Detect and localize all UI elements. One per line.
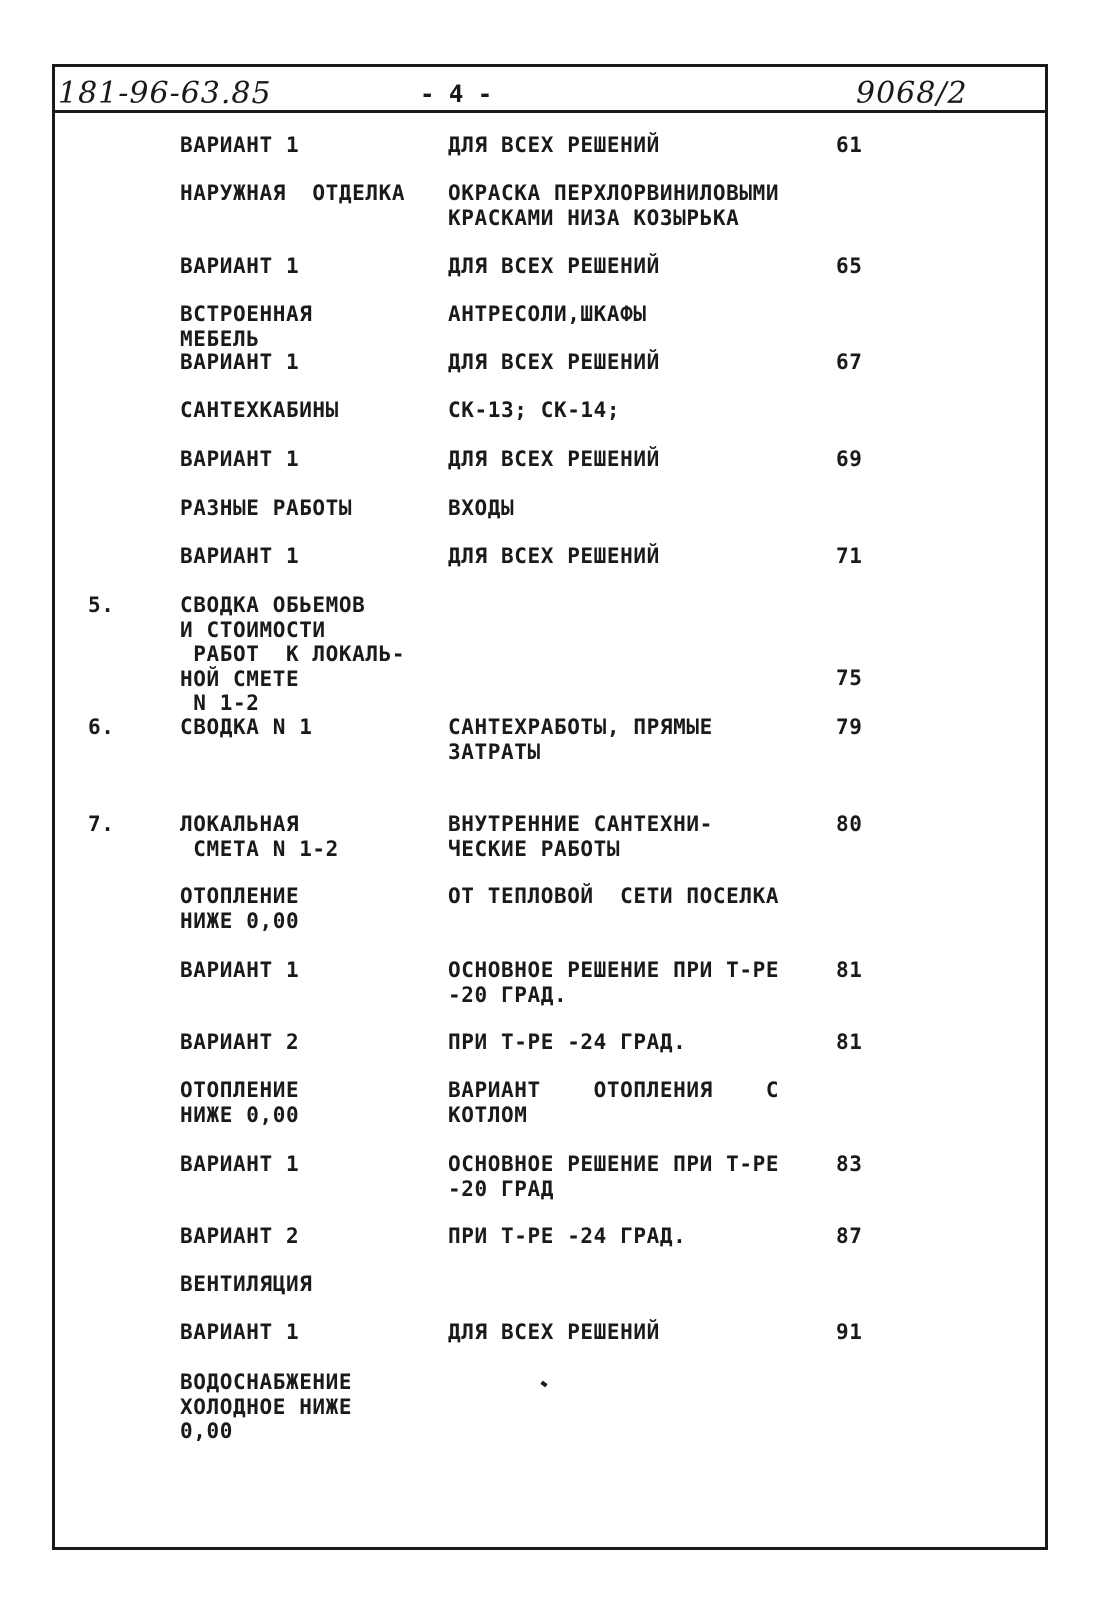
row-section: ВАРИАНТ 2 <box>180 1224 300 1248</box>
row-section: ОТОПЛЕНИЕ НИЖЕ 0,00 <box>180 1078 300 1127</box>
row-description: ВХОДЫ <box>448 496 515 520</box>
row-page-number: 87 <box>836 1224 863 1248</box>
row-section: ВАРИАНТ 1 <box>180 350 300 374</box>
row-page-number: 69 <box>836 447 863 471</box>
row-page-number: 75 <box>836 666 863 690</box>
row-page-number: 71 <box>836 544 863 568</box>
row-section: СВОДКА ОБЬЕМОВ И СТОИМОСТИ РАБОТ К ЛОКАЛЬ- НОЙ СМЕТЕ N 1-2 <box>180 593 406 715</box>
row-description: ПРИ Т-РЕ -24 ГРАД. <box>448 1030 687 1054</box>
row-number: 6. <box>88 715 115 739</box>
row-description: ДЛЯ ВСЕХ РЕШЕНИЙ <box>448 133 660 157</box>
row-page-number: 91 <box>836 1320 863 1344</box>
row-description: ДЛЯ ВСЕХ РЕШЕНИЙ <box>448 350 660 374</box>
row-section: ВАРИАНТ 1 <box>180 1152 300 1176</box>
row-description: ДЛЯ ВСЕХ РЕШЕНИЙ <box>448 544 660 568</box>
row-section: ЛОКАЛЬНАЯ СМЕТА N 1-2 <box>180 812 339 861</box>
row-section: ВОДОСНАБЖЕНИЕ ХОЛОДНОЕ НИЖЕ 0,00 <box>180 1370 353 1443</box>
row-section: РАЗНЫЕ РАБОТЫ <box>180 496 353 520</box>
row-description: ВАРИАНТ ОТОПЛЕНИЯ С КОТЛОМ <box>448 1078 780 1127</box>
row-description: ДЛЯ ВСЕХ РЕШЕНИЙ <box>448 1320 660 1344</box>
row-section: СВОДКА N 1 <box>180 715 313 739</box>
row-section: ВАРИАНТ 1 <box>180 544 300 568</box>
header-left-code: 181-96-63.85 <box>58 76 272 111</box>
row-section: ВАРИАНТ 1 <box>180 958 300 982</box>
row-section: ВАРИАНТ 1 <box>180 254 300 278</box>
row-page-number: 79 <box>836 715 863 739</box>
row-description: ОСНОВНОЕ РЕШЕНИЕ ПРИ Т-РЕ -20 ГРАД. <box>448 958 780 1007</box>
row-description: ОКРАСКА ПЕРХЛОРВИНИЛОВЫМИ КРАСКАМИ НИЗА КОЗЫРЬКА <box>448 181 780 230</box>
row-page-number: 65 <box>836 254 863 278</box>
row-page-number: 80 <box>836 812 863 836</box>
row-description: ПРИ Т-РЕ -24 ГРАД. <box>448 1224 687 1248</box>
row-section: ВАРИАНТ 1 <box>180 1320 300 1344</box>
row-section: НАРУЖНАЯ ОТДЕЛКА <box>180 181 406 205</box>
row-section: ВАРИАНТ 1 <box>180 133 300 157</box>
row-section: ВЕНТИЛЯЦИЯ <box>180 1272 313 1296</box>
row-description: СК-13; СК-14; <box>448 398 621 422</box>
row-description: ДЛЯ ВСЕХ РЕШЕНИЙ <box>448 447 660 471</box>
row-description: ВНУТРЕННИЕ САНТЕХНИ- ЧЕСКИЕ РАБОТЫ <box>448 812 713 861</box>
row-description: ОТ ТЕПЛОВОЙ СЕТИ ПОСЕЛКА <box>448 884 780 908</box>
row-page-number: 61 <box>836 133 863 157</box>
header-right-code: 9068/2 <box>856 76 968 111</box>
row-number: 7. <box>88 812 115 836</box>
row-section: САНТЕХКАБИНЫ <box>180 398 339 422</box>
row-number: 5. <box>88 593 115 617</box>
row-page-number: 83 <box>836 1152 863 1176</box>
row-section: ВСТРОЕННАЯ МЕБЕЛЬ <box>180 302 313 351</box>
row-description: ОСНОВНОЕ РЕШЕНИЕ ПРИ Т-РЕ -20 ГРАД <box>448 1152 780 1201</box>
row-description: АНТРЕСОЛИ,ШКАФЫ <box>448 302 647 326</box>
row-section: ВАРИАНТ 1 <box>180 447 300 471</box>
row-description: САНТЕХРАБОТЫ, ПРЯМЫЕ ЗАТРАТЫ <box>448 715 713 764</box>
row-description: ДЛЯ ВСЕХ РЕШЕНИЙ <box>448 254 660 278</box>
row-page-number: 81 <box>836 1030 863 1054</box>
row-page-number: 81 <box>836 958 863 982</box>
header-page-number: - 4 - <box>420 80 493 108</box>
row-section: ОТОПЛЕНИЕ НИЖЕ 0,00 <box>180 884 300 933</box>
row-page-number: 67 <box>836 350 863 374</box>
row-section: ВАРИАНТ 2 <box>180 1030 300 1054</box>
